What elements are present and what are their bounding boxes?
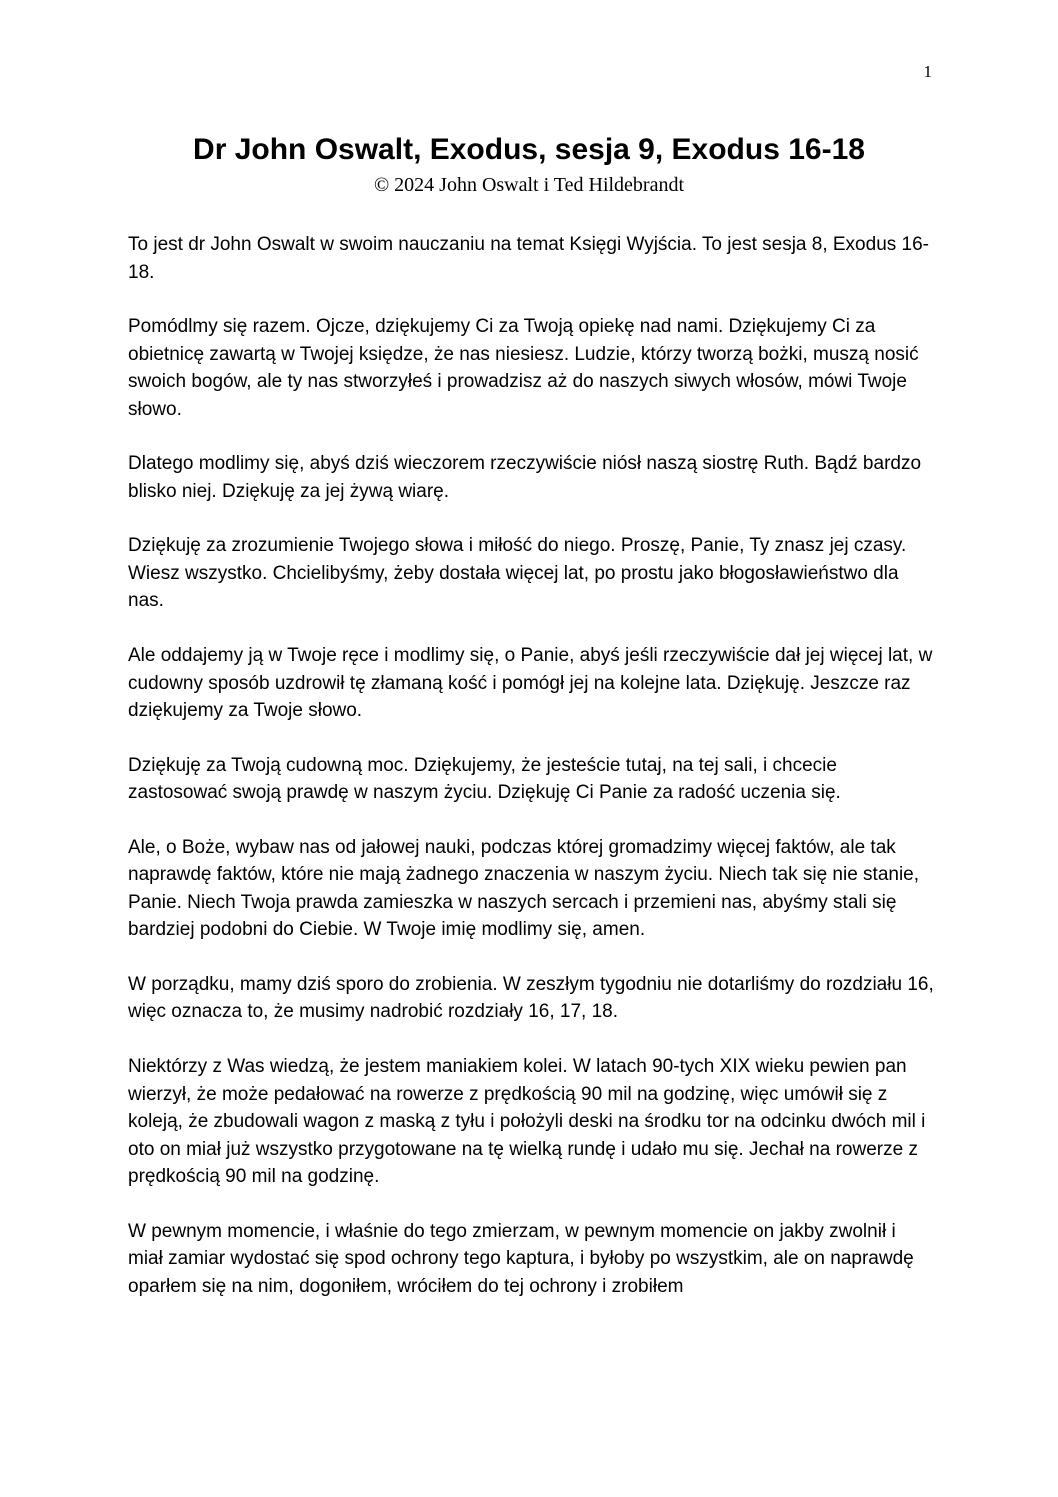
document-body (128, 231, 935, 1300)
paragraph: To jest dr John Oswalt w swoim nauczaniu na temat Księgi Wyjścia. To jest sesja 8, Exodus 16-18. (128, 234, 929, 283)
paragraph: Niektórzy z Was wiedzą, że jestem maniakiem kolei. W latach 90-tych XIX wieku pewien pan wierzył, że może pedałować na rowerze z prędkością 90 mil na godzinę, więc umówił się z koleją, że zbudowali wagon z maską z tyłu i położyli deski na środku tor na odcinku dwóch mil i oto on miał już wszystko przygotowane na tę wielką rundę i udało mu się. Jechał na rowerze z prędkością 90 mil na godzinę. (128, 1056, 926, 1188)
paragraph: Pomódlmy się razem. Ojcze, dziękujemy Ci za Twoją opiekę nad nami. Dziękujemy Ci za obietnicę zawartą w Twojej księdze, że nas niesiesz. Ludzie, którzy tworzą bożki, muszą nosić swoich bogów, ale ty nas stworzyłeś i prowadzisz aż do naszych siwych włosów, mówi Twoje słowo. (128, 316, 919, 420)
paragraph: W porządku, mamy dziś sporo do zrobienia. W zeszłym tygodniu nie dotarliśmy do rozdziału 16, więc oznacza to, że musimy nadrobić rozdziały 16, 17, 18. (128, 973, 934, 1023)
paragraph: Dlatego modlimy się, abyś dziś wieczorem rzeczywiście niósł naszą siostrę Ruth. Bądź bardzo blisko niej. Dziękuję za jej żywą wiarę. (128, 453, 922, 502)
document-header (0, 0, 1058, 197)
document-title: Dr John Oswalt, Exodus, sesja 9, Exodus 16-18 (193, 133, 865, 166)
paragraph: W pewnym momencie, i właśnie do tego zmierzam, w pewnym momencie on jakby zwolnił i miał zamiar wydostać się spod ochrony tego kaptura, i byłoby po wszystkim, ale on naprawdę oparłem się na nim, dogoniłem, wróciłem do tej ochrony i zrobiłem (128, 1220, 914, 1297)
page-number: 1 (923, 62, 932, 81)
paragraph: Dziękuję za zrozumienie Twojego słowa i miłość do niego. Proszę, Panie, Ty znasz jej czasy. Wiesz wszystko. Chcielibyśmy, żeby dostała więcej lat, po prostu jako błogosławieństwo dla nas. (128, 535, 907, 612)
copyright-line: © 2024 John Oswalt i Ted Hildebrandt (373, 174, 685, 196)
paragraph: Ale, o Boże, wybaw nas od jałowej nauki, podczas której gromadzimy więcej faktów, ale tak naprawdę faktów, które nie mają żadnego znaczenia w naszym życiu. Niech tak się nie stanie, Panie. Niech Twoja prawda zamieszka w naszych sercach i przemieni nas, abyśmy stali się bardziej podobni do Ciebie. W Twoje imię modlimy się, amen. (128, 836, 920, 941)
paragraph: Dziękuję za Twoją cudowną moc. Dziękujemy, że jesteście tutaj, na tej sali, i chcecie zastosować swoją prawdę w naszym życiu. Dziękuję Ci Panie za radość uczenia się. (128, 754, 841, 804)
paragraph: Ale oddajemy ją w Twoje ręce i modlimy się, o Panie, abyś jeśli rzeczywiście dał jej więcej lat, w cudowny sposób uzdrowił tę złamaną kość i pomógł jej na kolejne lata. Dziękuję. Jeszcze raz dziękujemy za Twoje słowo. (128, 645, 933, 722)
